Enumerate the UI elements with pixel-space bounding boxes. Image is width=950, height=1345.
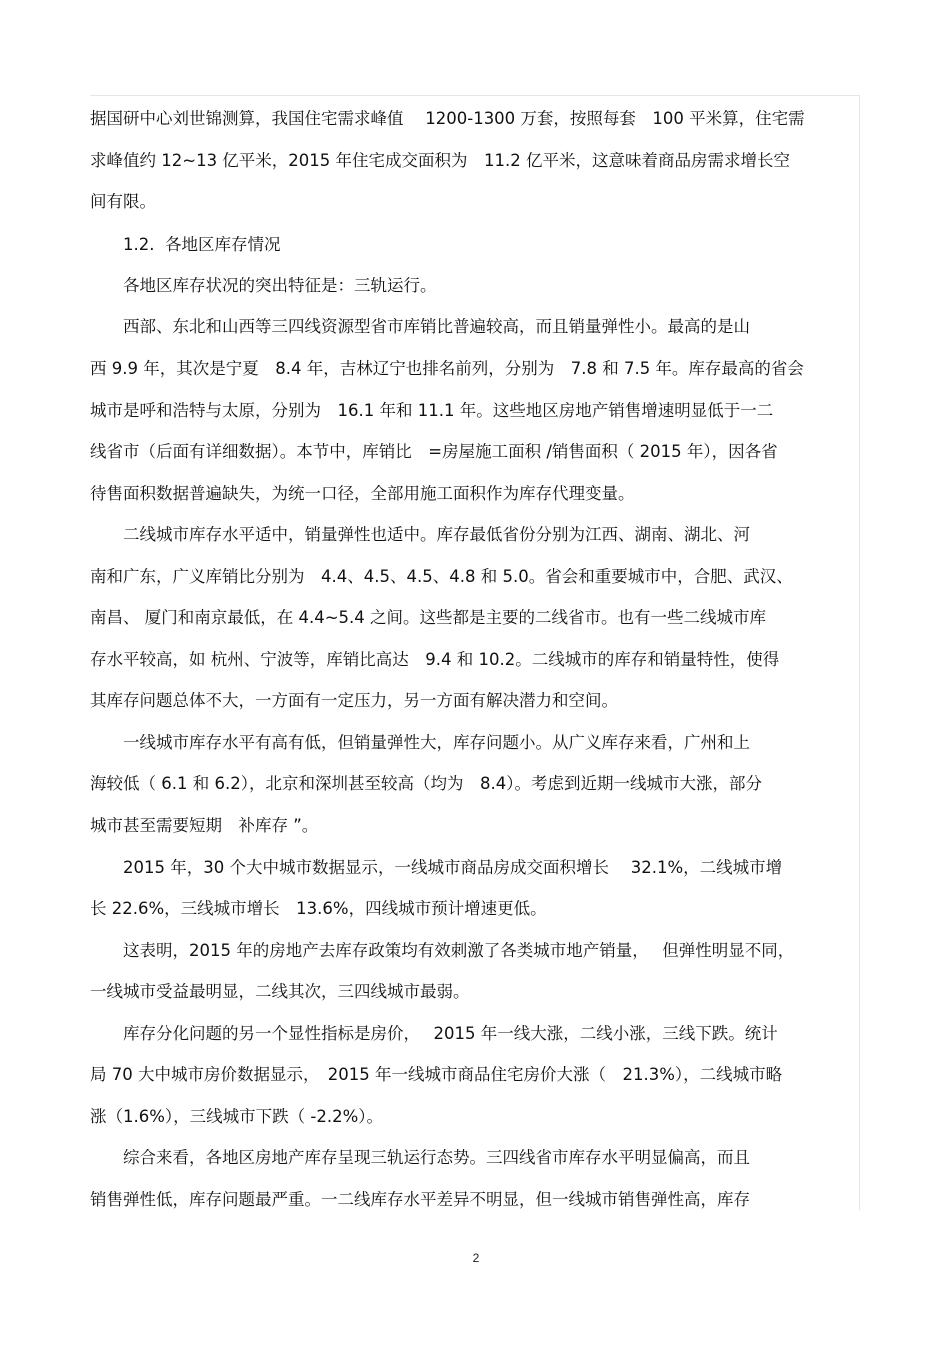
text-line: 海较低（ 6.1 和 6.2），北京和深圳甚至较高（均为 8.4）。考虑到近期一线城市大涨，部分 [90,774,762,793]
text-line: 其库存问题总体不大，一方面有一定压力，另一方面有解决潜力和空间。 [90,691,618,710]
text-line: 长 22.6%，三线城市增长 13.6%，四线城市预计增速更低。 [90,899,547,918]
text-line: 各地区库存状况的突出特征是：三轨运行。 [90,276,437,295]
text-line: 销售弹性低，库存问题最严重。一二线库存水平差异不明显，但一线城市销售弹性高，库存 [90,1190,750,1209]
text-line: 一线城市受益最明显，二线其次，三四线城市最弱。 [90,982,470,1001]
text-line: 待售面积数据普遍缺失，为统一口径，全部用施工面积作为库存代理变量。 [90,484,635,503]
text-line: 南昌、 厦门和南京最低，在 4.4~5.4 之间。这些都是主要的二线省市。也有一些二线城市库 [90,608,767,627]
text-line: 综合来看，各地区房地产库存呈现三轨运行态势。三四线省市库存水平明显偏高，而且 [90,1148,750,1167]
text-line: 存水平较高，如 杭州、宁波等，库销比高达 9.4 和 10.2。二线城市的库存和销量特性，使得 [90,650,780,669]
text-line: 城市是呼和浩特与太原，分别为 16.1 年和 11.1 年。这些地区房地产销售增速明显低于一二 [90,401,774,420]
text-line: 二线城市库存水平适中，销量弹性也适中。库存最低省份分别为江西、湖南、湖北、河 [90,525,750,544]
text-line: 西部、东北和山西等三四线资源型省市库销比普遍较高，而且销量弹性小。最高的是山 [90,317,750,336]
text-line: 涨（1.6%），三线城市下跌（ -2.2%）。 [90,1107,384,1126]
text-line: 一线城市库存水平有高有低，但销量弹性大，库存问题小。从广义库存来看，广州和上 [90,733,750,752]
text-line: 城市甚至需要短期 补库存 ”。 [90,816,319,835]
text-line: 据国研中心刘世锦测算，我国住宅需求峰值 1200-1300 万套，按照每套 100 平米算，住宅需 [90,109,805,128]
text-line: 南和广东，广义库销比分别为 4.4、4.5、4.5、4.8 和 5.0。省会和重要城市中，合肥、武汉、 [90,567,793,586]
text-line: 库存分化问题的另一个显性指标是房价， 2015 年一线大涨，二线小涨，三线下跌。统计 [90,1024,778,1043]
text-line: 间有限。 [90,192,156,211]
text-line: 西 9.9 年，其次是宁夏 8.4 年，吉林辽宁也排名前列，分别为 7.8 和 7.5 年。库存最高的省会 [90,359,804,378]
text-line: 局 70 大中城市房价数据显示， 2015 年一线城市商品住宅房价大涨（ 21.3%），二线城市略 [90,1065,783,1084]
text-line: 这表明，2015 年的房地产去库存政策均有效刺激了各类城市地产销量， 但弹性明显不同， [90,941,795,960]
text-line: 线省市（后面有详细数据）。本节中，库销比 =房屋施工面积 /销售面积（ 2015 年），因各省 [90,442,778,461]
text-line: 求峰值约 12~13 亿平米，2015 年住宅成交面积为 11.2 亿平米，这意味着商品房需求增长空 [90,151,791,170]
text-line: 2015 年，30 个大中城市数据显示，一线城市商品房成交面积增长 32.1%，二线城市增 [90,858,783,877]
section-heading: 1.2. 各地区库存情况 [90,235,281,254]
page-number: 2 [472,1251,480,1265]
